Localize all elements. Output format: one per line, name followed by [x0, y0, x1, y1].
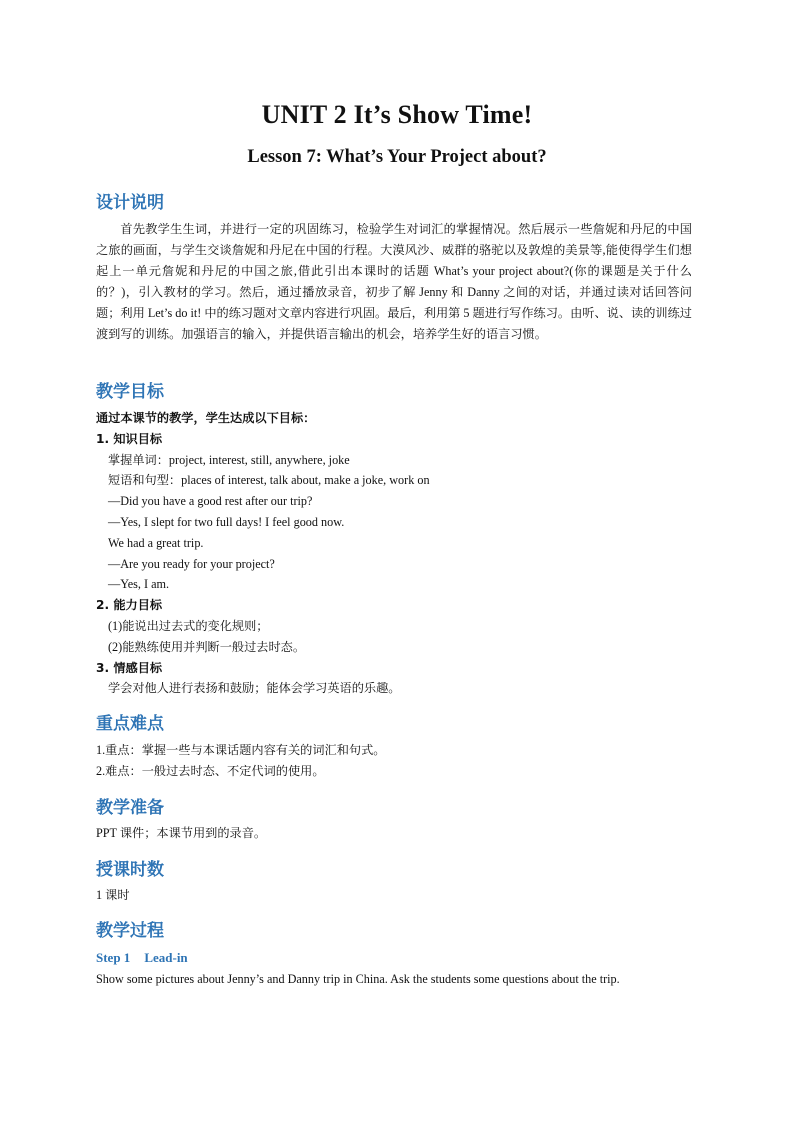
ability-heading: 2. 能力目标 [96, 598, 163, 612]
duration-heading: 授课时数 [96, 860, 164, 880]
preparation-text: PPT 课件；本课节用到的录音。 [96, 826, 267, 840]
knowledge-line: 掌握单词：project, interest, still, anywhere, joke [108, 453, 350, 467]
key-point-line: 1.重点：掌握一些与本课话题内容有关的词汇和句式。 [96, 743, 386, 757]
ability-line: (1)能说出过去式的变化规则； [108, 619, 269, 633]
objectives-heading: 教学目标 [96, 382, 164, 402]
knowledge-line: —Did you have a good rest after our trip? [108, 494, 313, 508]
step-title: Lead-in [144, 950, 188, 965]
knowledge-line: We had a great trip. [108, 536, 204, 550]
design-heading: 设计说明 [96, 193, 164, 213]
knowledge-line: —Are you ready for your project? [108, 557, 275, 571]
preparation-heading: 教学准备 [96, 798, 164, 818]
step-label: Step 1 [96, 950, 131, 965]
design-paragraph: 首先教学生生词，并进行一定的巩固练习，检验学生对词汇的掌握情况。然后展示一些詹妮和丹尼的中国之旅的画面，与学生交谈詹妮和丹尼在中国的行程。大漠风沙、威群的骆驼以及敦煌的美景等,能使得学生们想起上一单元詹妮和丹尼的中国之旅,借此引出本课时的话题 What’s your project about?(你的课题是关于什么的？)，引入教材的学习。然后，通过播放录音，初步了解 Jenny 和 Danny 之间的对话，并通过读对话回答问题；利用 Let’s do it! 中的练习题对文章内容进行巩固。最后，利用第 5 题进行写作练习。由听、说、读的训练过渡到写的训练。加强语言的输入，并提供语言输出的机会，培养学生好的语言习惯。 [96, 222, 692, 341]
knowledge-line: 短语和句型：places of interest, talk about, make a joke, work on [108, 473, 430, 487]
knowledge-line: —Yes, I slept for two full days! I feel good now. [108, 515, 345, 529]
step-text: Show some pictures about Jenny’s and Danny trip in China. Ask the students some questions about the trip. [96, 972, 620, 986]
emotion-line: 学会对他人进行表扬和鼓励；能体会学习英语的乐趣。 [108, 681, 401, 695]
key-points-heading: 重点难点 [96, 714, 164, 734]
step-heading [96, 950, 188, 966]
lesson-title: Lesson 7: What’s Your Project about? [247, 147, 547, 167]
emotion-heading: 3. 情感目标 [96, 661, 163, 675]
knowledge-heading: 1. 知识目标 [96, 432, 163, 446]
process-heading: 教学过程 [96, 921, 164, 941]
ability-line: (2)能熟练使用并判断一般过去时态。 [108, 640, 306, 654]
key-point-line: 2.难点：一般过去时态、不定代词的使用。 [96, 764, 325, 778]
duration-text: 1 课时 [96, 888, 130, 902]
unit-title: UNIT 2 It’s Show Time! [261, 100, 533, 129]
knowledge-line: —Yes, I am. [108, 577, 170, 591]
objectives-intro: 通过本课节的教学，学生达成以下目标： [96, 411, 316, 425]
